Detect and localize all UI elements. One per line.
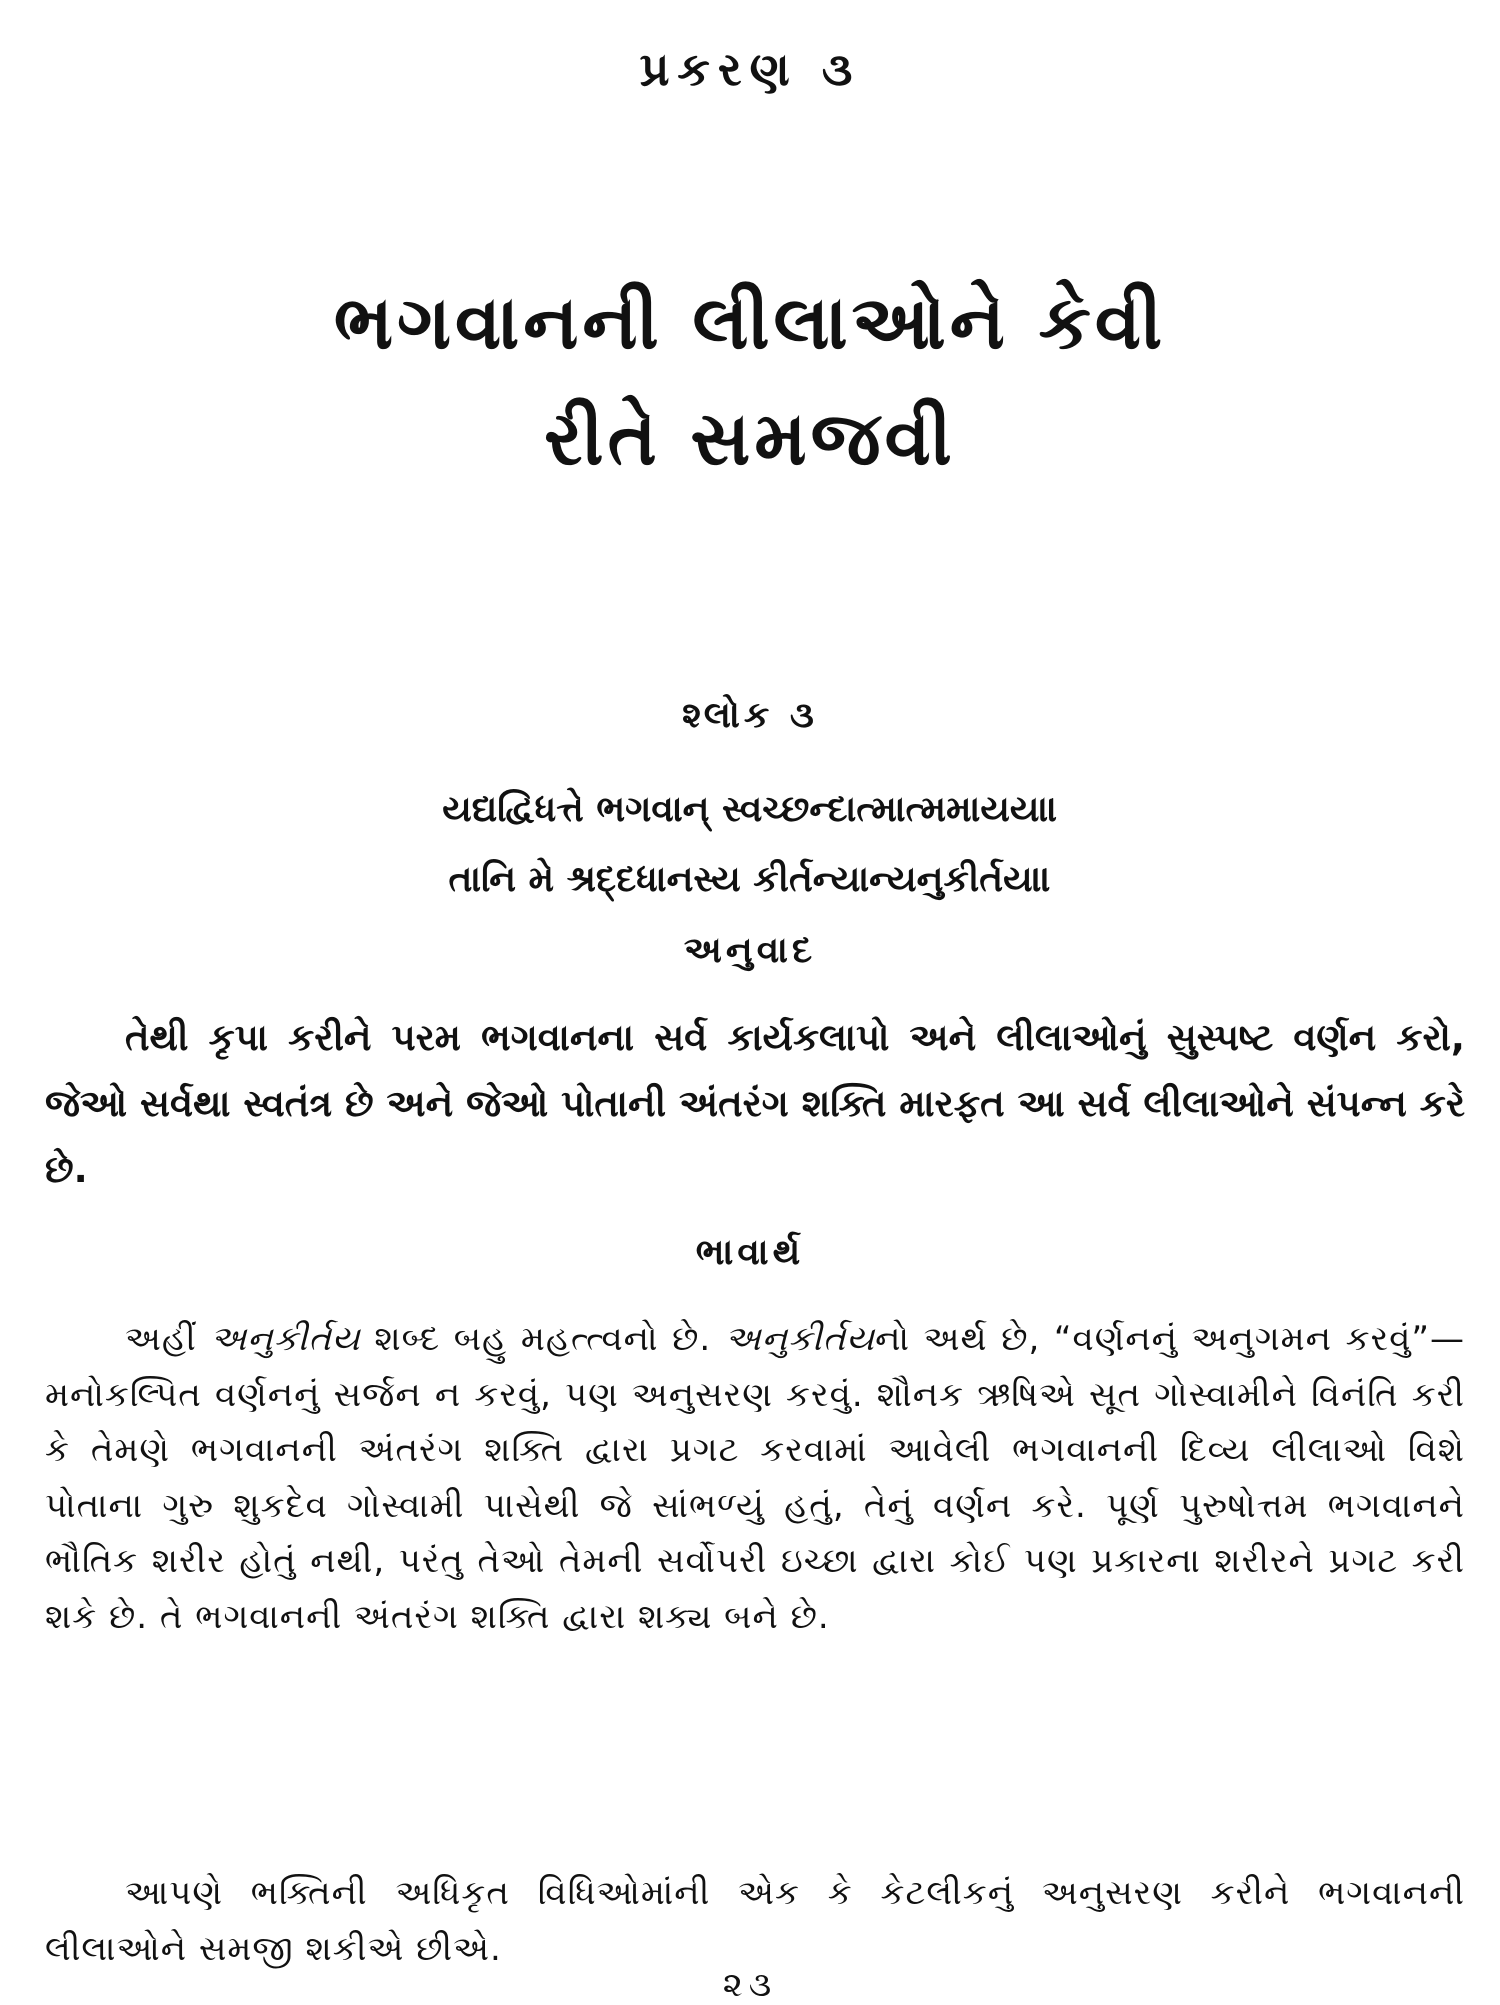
purport-heading: ભાવાર્થ <box>695 1232 805 1273</box>
verse-heading: શ્લોક ૩ <box>682 695 818 736</box>
translation-paragraph: તેથી કૃપા કરીને પરમ ભગવાનના સર્વ કાર્યકલાપો અને લીલાઓનું સુસ્પષ્ટ વર્ણન કરો, જેઓ સર્વથા સ્વતંત્ર છે અને જેઓ પોતાની અંતરંગ શક્તિ મારફત આ સર્વ લીલાઓને સંપન્ન કરે છે. <box>45 1016 1465 1191</box>
purport-text: અહીં <box>125 1319 211 1359</box>
purport-text: નો અર્થ છે, “વર્ણનનું અનુગમન કરવું”—મનોકલ્પિત વર્ણનનું સર્જન ન કરવું, પણ અનુસરણ કરવું. શૌનક ઋષિએ સૂત ગોસ્વામીને વિનંતિ કરી કે તેમણે ભગવાનની અંતરંગ શક્તિ દ્વારા પ્રગટ કરવામાં આવેલી ભગવાનની દિવ્ય લીલાઓ વિશે પોતાના ગુરુ શુકદેવ ગોસ્વામી પાસેથી જે સાંભળ્યું હતું, તેનું વર્ણન કરે. પૂર્ણ પુરુષોત્તમ ભગવાનને ભૌતિક શરીર હોતું નથી, પરંતુ તેઓ તેમની સર્વોપરી ઇચ્છા દ્વારા કોઈ પણ પ્રકારના શરીરને પ્રગટ કરી શકે છે. તે ભગવાનની અંતરંગ શક્તિ દ્વારા શક્ય બને છે. <box>45 1319 1466 1637</box>
sanskrit-term: અનુકીર્તય <box>724 1319 876 1359</box>
verse-line-2: તાનિ મે શ્રદ્દધાનસ્ય કીર્તન્યાન્યનુકીર્તય॥ <box>448 859 1052 900</box>
purport-paragraph-1 <box>45 1312 1465 1645</box>
verse-line-1: યદ્યદ્વિધત્તે ભગવાન્ સ્વચ્છન્દાત્માત્મમાયયા। <box>442 789 1058 830</box>
chapter-title-line-2: રીતે સમજવી <box>544 396 956 482</box>
purport-text: શબ્દ બહુ મહત્ત્વનો છે. <box>360 1319 725 1359</box>
chapter-title-line-1: ભગવાનની લીલાઓને કેવી <box>333 280 1167 366</box>
translation-heading: અનુવાદ <box>683 930 817 971</box>
chapter-title <box>0 265 1500 497</box>
sanskrit-term: અનુકીર્તય <box>210 1319 361 1359</box>
chapter-label: પ્રકરણ ૩ <box>639 42 861 96</box>
page-number: ૨૩ <box>722 1965 778 2005</box>
purport-paragraph-2: આપણે ભક્તિની અધિકૃત વિધિઓમાંની એક કે કેટલીકનું અનુસરણ કરીને ભગવાનની લીલાઓને સમજી શકીએ છીએ. <box>45 1873 1465 1969</box>
sanskrit-verse <box>0 775 1500 915</box>
